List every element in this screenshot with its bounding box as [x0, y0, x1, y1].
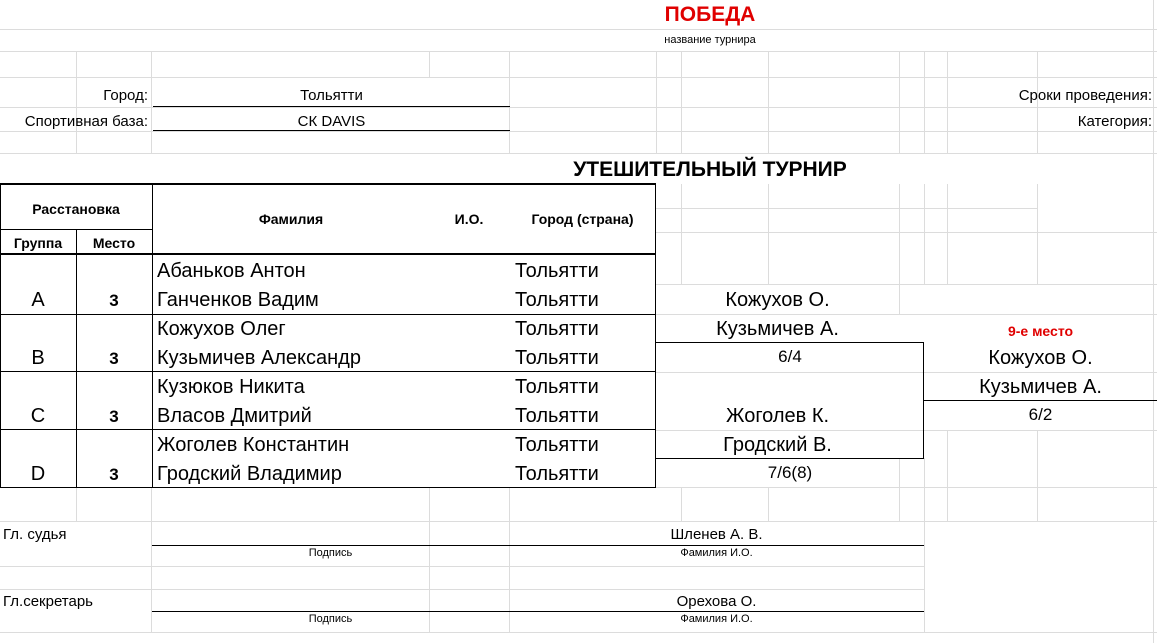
player-city: Тольятти	[515, 347, 599, 369]
city-value: Тольятти	[300, 87, 363, 104]
semi1-player1: Кожухов О.	[725, 289, 830, 311]
chief-secretary-name: Орехова О.	[676, 593, 757, 610]
semi1-score: 6/4	[778, 347, 802, 366]
semi2-player1: Жоголев К.	[725, 405, 830, 427]
player-name: Кузьмичев Александр	[157, 347, 361, 369]
player-name: Кожухов Олег	[157, 318, 286, 340]
player-city: Тольятти	[515, 405, 599, 427]
player-name: Кузюков Никита	[157, 376, 305, 398]
venue-label: Спортивная база:	[24, 113, 148, 130]
group-place: 3	[109, 349, 119, 368]
city-label: Город:	[103, 87, 148, 104]
player-city: Тольятти	[515, 260, 599, 282]
group-letter: B	[31, 347, 45, 369]
player-city: Тольятти	[515, 289, 599, 311]
final-player2: Кузьмичев А.	[979, 376, 1102, 398]
final-score: 6/2	[1028, 405, 1053, 424]
semi2-player2: Гродский В.	[723, 434, 832, 456]
name-caption: Фамилия И.О.	[680, 613, 753, 625]
group-place: 3	[109, 291, 119, 310]
final-title: 9-е место	[1007, 323, 1074, 339]
player-name: Жоголев Константин	[157, 434, 350, 456]
player-city: Тольятти	[515, 463, 599, 485]
signature-caption: Подпись	[308, 547, 353, 559]
chief-judge-label: Гл. судья	[3, 526, 67, 543]
player-city: Тольятти	[515, 376, 599, 398]
tournament-name: ПОБЕДА	[664, 3, 756, 26]
player-name: Гродский Владимир	[157, 463, 342, 485]
dates-label: Сроки проведения:	[1018, 87, 1152, 104]
chief-judge-name: Шленев А. В.	[670, 526, 763, 543]
player-city: Тольятти	[515, 318, 599, 340]
player-name: Ганченков Вадим	[157, 289, 319, 311]
player-city: Тольятти	[515, 434, 599, 456]
group-place: 3	[109, 407, 119, 426]
semi1-player2: Кузьмичев А.	[716, 318, 839, 340]
signature-caption: Подпись	[308, 613, 353, 625]
initials-header: И.О.	[454, 211, 484, 227]
category-label: Категория:	[1077, 113, 1152, 130]
tournament-name-caption: название турнира	[664, 34, 756, 46]
city-country-header: Город (страна)	[531, 211, 634, 227]
final-player1: Кожухов О.	[988, 347, 1093, 369]
group-header: Группа	[13, 235, 63, 251]
place-header: Место	[92, 235, 136, 251]
placement-header: Расстановка	[32, 201, 120, 217]
player-name: Абаньков Антон	[157, 260, 306, 282]
group-place: 3	[109, 465, 119, 484]
section-title: УТЕШИТЕЛЬНЫЙ ТУРНИР	[573, 158, 847, 181]
chief-secretary-label: Гл.секретарь	[3, 593, 93, 610]
player-name: Власов Дмитрий	[157, 405, 312, 427]
name-caption: Фамилия И.О.	[680, 547, 753, 559]
group-letter: D	[30, 463, 46, 485]
surname-header: Фамилия	[258, 211, 324, 227]
venue-value: СК DAVIS	[297, 113, 366, 130]
semi2-score: 7/6(8)	[767, 463, 813, 482]
group-letter: C	[30, 405, 46, 427]
group-letter: A	[31, 289, 45, 311]
